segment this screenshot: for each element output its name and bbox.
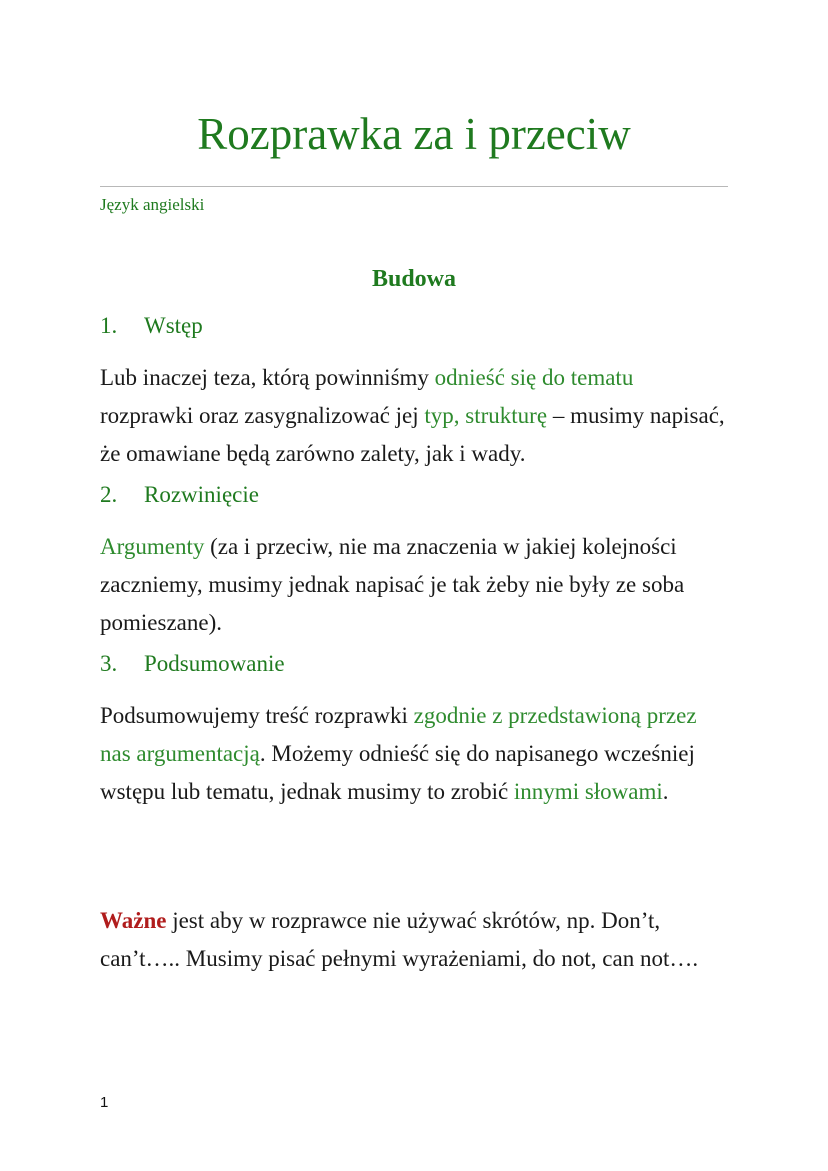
paragraph-text: (za i przeciw, nie ma znaczenia w jakiej kolejności zaczniemy, musimy jednak napisać je tak żeby nie były ze soba pomieszane). bbox=[100, 534, 685, 635]
page-number: 1 bbox=[100, 1094, 109, 1111]
document-title: Rozprawka za i przeciw bbox=[197, 109, 631, 159]
title-divider bbox=[100, 186, 728, 187]
highlighted-text: Argumenty bbox=[100, 534, 205, 559]
paragraph-intro bbox=[100, 359, 732, 473]
paragraph-body bbox=[100, 528, 732, 642]
highlighted-text: zgodnie z przedstawioną przez nas argumentacją bbox=[100, 703, 697, 766]
highlighted-text: typ, strukturę bbox=[424, 403, 548, 428]
highlighted-text: odnieść się do tematu bbox=[434, 365, 634, 390]
list-item-number: 2. bbox=[100, 482, 118, 507]
list-item-intro bbox=[100, 313, 203, 339]
list-item-body bbox=[100, 482, 259, 508]
list-item-label: Wstęp bbox=[144, 313, 203, 338]
paragraph-text: – musimy napisać, że omawiane będą zarówno zalety, jak i wady. bbox=[100, 403, 725, 466]
paragraph-note bbox=[100, 902, 732, 978]
paragraph-text: . bbox=[662, 779, 669, 804]
list-item-number: 3. bbox=[100, 651, 118, 676]
list-item-summary bbox=[100, 651, 285, 677]
paragraph-text: Lub inaczej teza, którą powinniśmy bbox=[100, 365, 435, 390]
paragraph-text: . Możemy odnieść się do napisanego wcześniej wstępu lub tematu, jednak musimy to zrobić bbox=[100, 741, 695, 804]
list-item-label: Podsumowanie bbox=[144, 651, 285, 676]
paragraph-text: rozprawki oraz zasygnalizować jej bbox=[100, 403, 425, 428]
list-item-number: 1. bbox=[100, 313, 118, 338]
subject-label: Język angielski bbox=[100, 195, 205, 214]
paragraph-text: jest aby w rozprawce nie używać skrótów, np. Don’t, can’t….. Musimy pisać pełnymi wyrażeniami, do not, can not…. bbox=[100, 908, 699, 971]
section-heading: Budowa bbox=[371, 266, 457, 292]
paragraph-text: Podsumowujemy treść rozprawki bbox=[100, 703, 414, 728]
list-item-label: Rozwinięcie bbox=[144, 482, 259, 507]
paragraph-summary bbox=[100, 697, 732, 811]
highlighted-text: innymi słowami bbox=[513, 779, 663, 804]
warning-label: Ważne bbox=[100, 908, 167, 933]
